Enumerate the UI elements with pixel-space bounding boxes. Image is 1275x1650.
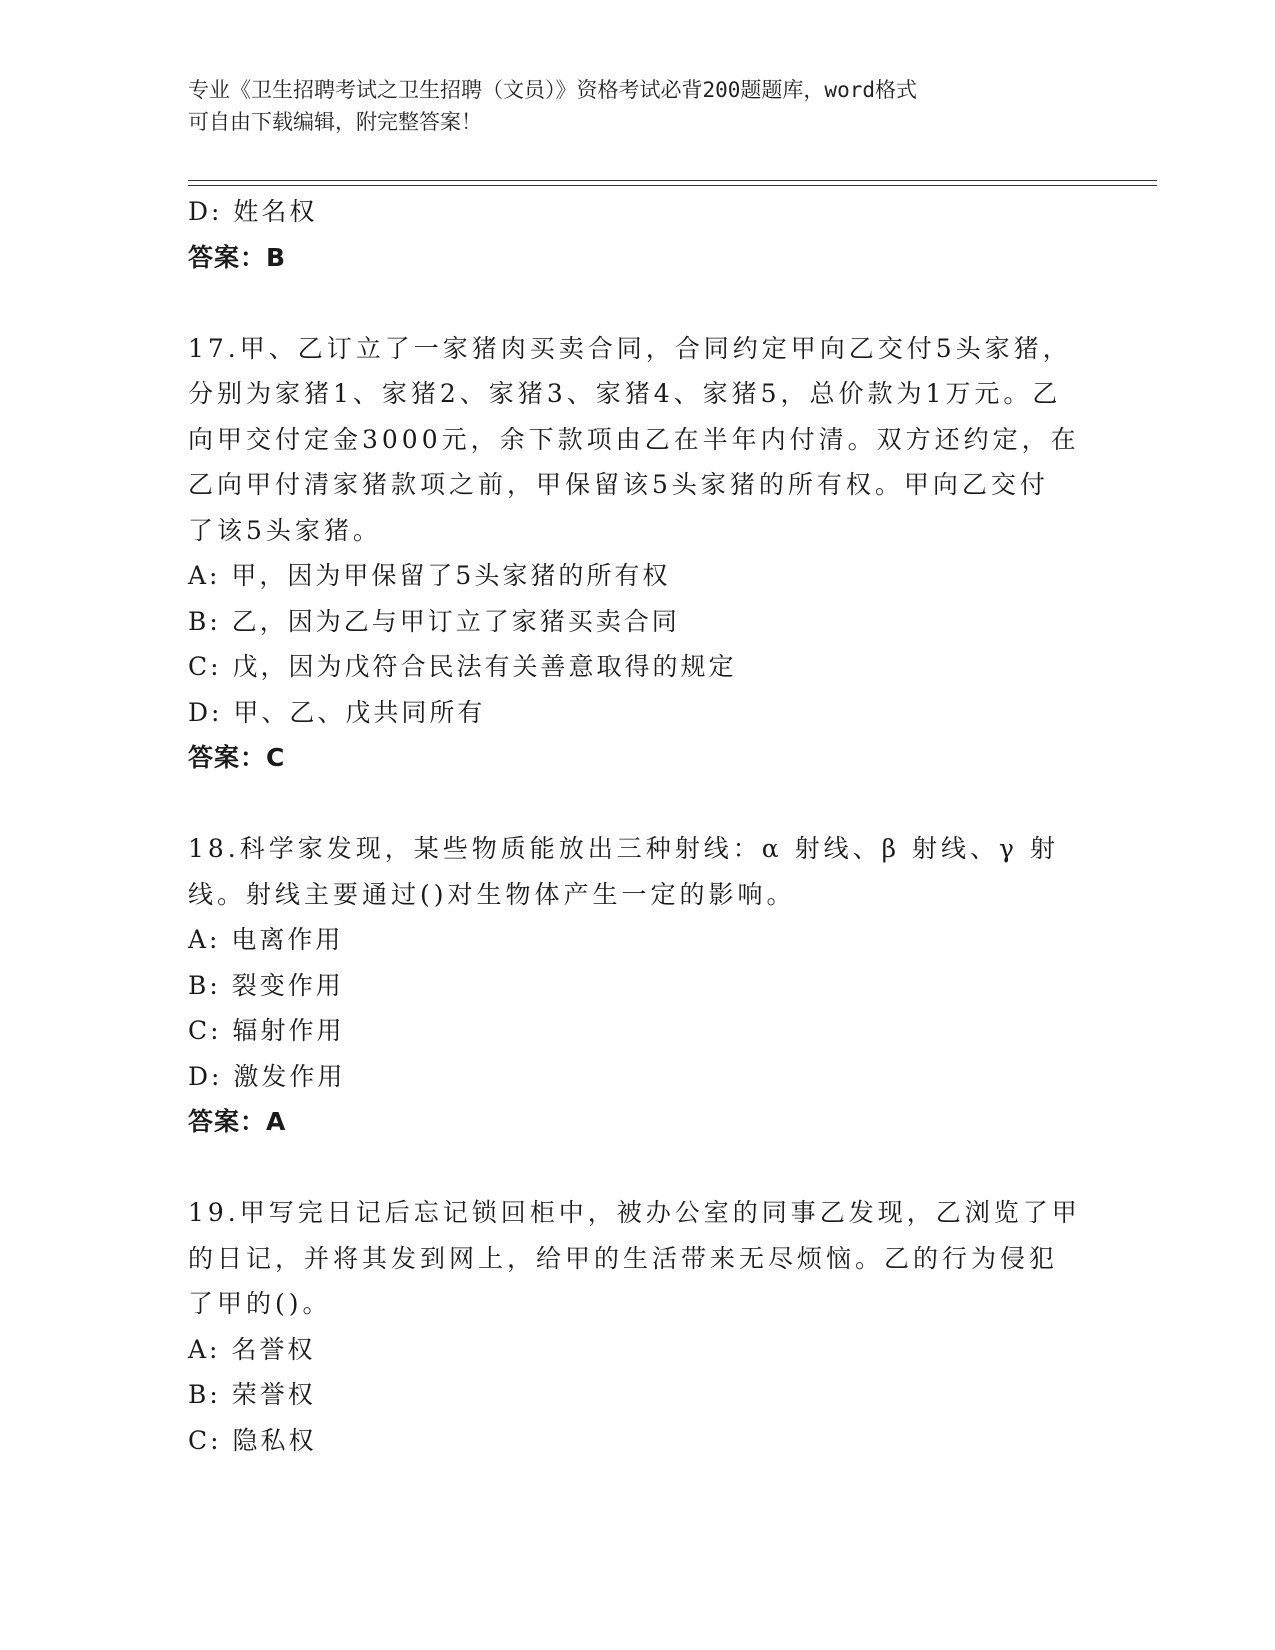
header-line-1: 专业《卫生招聘考试之卫生招聘（文员）》资格考试必背200题题库，word格式 <box>188 78 917 102</box>
q18-question <box>188 826 1088 917</box>
q17-text-line: 乙向甲付清家猪款项之前，甲保留该5头家猪的所有权。甲向乙交付 <box>188 470 1049 499</box>
q17-option-d: D: 甲、乙、戊共同所有 <box>188 697 486 727</box>
q19-text-line: 了甲的()。 <box>188 1289 332 1318</box>
document-header <box>188 74 1078 138</box>
q17-text-line: 分别为家猪1、家猪2、家猪3、家猪4、家猪5，总价款为1万元。乙 <box>188 379 1062 408</box>
q18-text-line: 线。射线主要通过()对生物体产生一定的影响。 <box>188 879 796 909</box>
q19-question <box>188 1190 1088 1327</box>
q17-option-a: A: 甲，因为甲保留了5头家猪的所有权 <box>188 561 671 590</box>
q19-option-a: A: 名誉权 <box>188 1334 316 1364</box>
q19-text-line: 19.甲写完日记后忘记锁回柜中，被办公室的同事乙发现，乙浏览了甲 <box>188 1198 1081 1227</box>
q16-option-d: D: 姓名权 <box>188 197 318 226</box>
q18-option-b: B: 裂变作用 <box>188 970 344 1000</box>
q18-text-line: 18.科学家发现，某些物质能放出三种射线：α 射线、β 射线、γ 射 <box>188 834 1059 863</box>
q17-text-line: 17.甲、乙订立了一家猪肉买卖合同，合同约定甲向乙交付5头家猪， <box>188 333 1072 363</box>
q16-answer: 答案：B <box>188 242 287 272</box>
q18-option-a: A: 电离作用 <box>188 925 344 954</box>
q19-option-c: C: 隐私权 <box>188 1425 317 1455</box>
header-divider-bottom <box>188 185 1157 186</box>
q17-text-line: 向甲交付定金3000元，余下款项由乙在半年内付清。双方还约定，在 <box>188 424 1080 454</box>
q18-answer: 答案：A <box>188 1107 287 1136</box>
header-divider-top <box>188 180 1157 181</box>
q17-option-c: C: 戊，因为戊符合民法有关善意取得的规定 <box>188 652 737 681</box>
q18-option-d: D: 激发作用 <box>188 1061 346 1091</box>
q19-text-line: 的日记，并将其发到网上，给甲的生活带来无尽烦恼。乙的行为侵犯 <box>188 1243 1059 1273</box>
q19-option-b: B: 荣誉权 <box>188 1380 316 1409</box>
header-line-2: 可自由下载编辑，附完整答案！ <box>188 110 482 134</box>
q17-answer: 答案：C <box>188 743 286 772</box>
q18-option-c: C: 辐射作用 <box>188 1016 345 1045</box>
q17-text-line: 了该5头家猪。 <box>188 515 382 545</box>
q17-option-b: B: 乙，因为乙与甲订立了家猪买卖合同 <box>188 606 680 636</box>
question-content <box>188 189 1088 1463</box>
q17-question <box>188 326 1088 554</box>
